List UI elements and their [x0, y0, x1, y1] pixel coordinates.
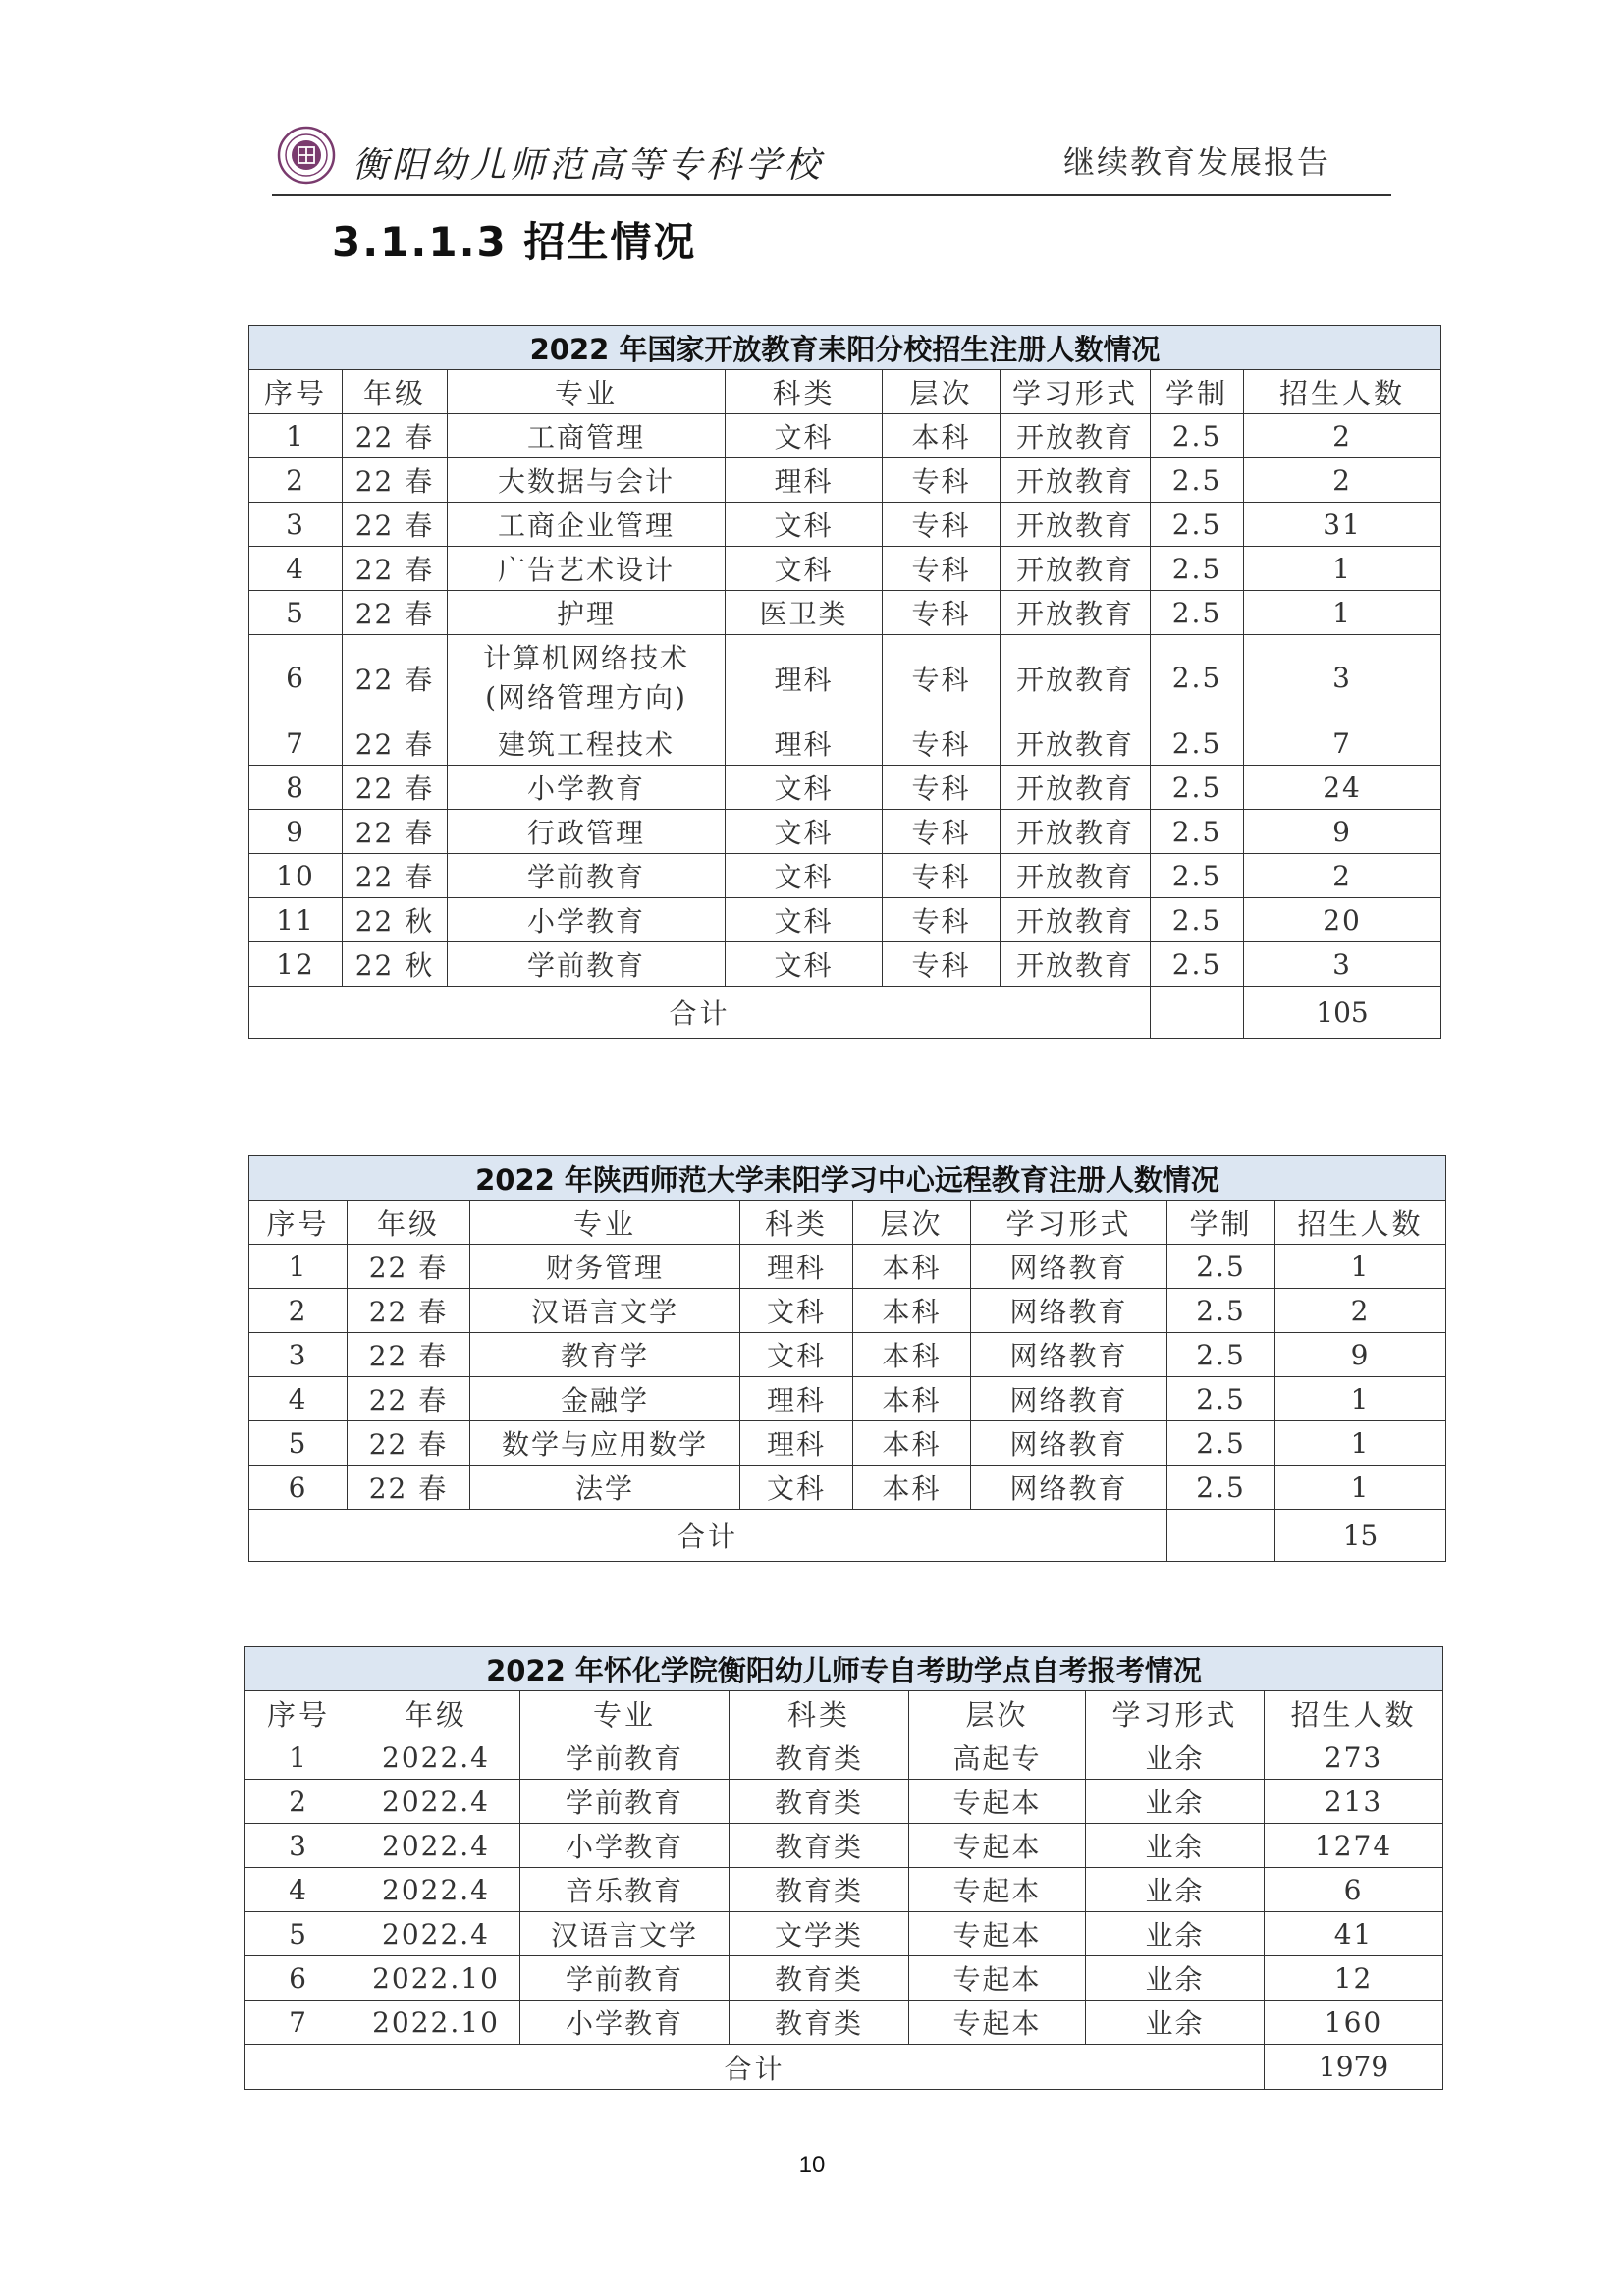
table-cell: 2: [1244, 458, 1441, 503]
table-cell: 6: [249, 635, 343, 721]
total-spacer: [1151, 987, 1244, 1039]
table-cell: 1: [1244, 547, 1441, 591]
column-header: 年级: [352, 1691, 520, 1735]
table-cell: 网络教育: [971, 1333, 1167, 1377]
table-cell: 2022.10: [352, 2001, 520, 2045]
table-cell: 22 春: [348, 1333, 470, 1377]
column-header: 科类: [730, 1691, 909, 1735]
table-cell: 专起本: [909, 2001, 1086, 2045]
table-cell: 2.5: [1151, 503, 1244, 547]
table-cell: 11: [249, 898, 343, 942]
table-cell: 理科: [740, 1421, 853, 1466]
table-cell: 2.5: [1167, 1245, 1275, 1289]
table-cell: 小学教育: [520, 1824, 730, 1868]
table-row: [249, 1377, 1446, 1421]
column-header: 招生人数: [1244, 370, 1441, 414]
table-cell: 2.5: [1151, 414, 1244, 458]
table-cell: 财务管理: [470, 1245, 740, 1289]
table-cell: 业余: [1086, 1735, 1265, 1780]
table-cell: 273: [1265, 1735, 1443, 1780]
column-header: 学制: [1167, 1201, 1275, 1245]
table-cell: 工商管理: [448, 414, 726, 458]
table-cell: 专科: [883, 766, 1001, 810]
table-cell: 31: [1244, 503, 1441, 547]
table-cell: 专起本: [909, 1868, 1086, 1912]
table-cell: 文科: [726, 854, 883, 898]
table-cell: 2.5: [1151, 898, 1244, 942]
table-cell: 9: [249, 810, 343, 854]
table-row: [245, 1868, 1443, 1912]
table-cell: 2: [249, 1289, 348, 1333]
table-cell: 2022.4: [352, 1780, 520, 1824]
table-cell: 小学教育: [448, 766, 726, 810]
table-cell: 2.5: [1151, 766, 1244, 810]
column-header: 学习形式: [971, 1201, 1167, 1245]
table-cell: 4: [249, 1377, 348, 1421]
table-cell: 教育类: [730, 2001, 909, 2045]
table-cell: 2022.4: [352, 1912, 520, 1956]
table-cell: 计算机网络技术 (网络管理方向): [448, 635, 726, 721]
table-cell: 2.5: [1151, 854, 1244, 898]
table-cell: 22 春: [348, 1466, 470, 1510]
table-cell: 5: [245, 1912, 352, 1956]
table-cell: 小学教育: [520, 2001, 730, 2045]
table-cell: 5: [249, 1421, 348, 1466]
table-cell: 本科: [853, 1245, 971, 1289]
column-header: 序号: [245, 1691, 352, 1735]
column-header: 年级: [348, 1201, 470, 1245]
table-row: [249, 414, 1441, 458]
table-cell: 7: [249, 721, 343, 766]
table-cell: 学前教育: [448, 942, 726, 987]
table-cell: 理科: [726, 458, 883, 503]
table-row: [245, 1780, 1443, 1824]
table-cell: 文科: [726, 810, 883, 854]
table-cell: 22 春: [343, 547, 448, 591]
report-title: 继续教育发展报告: [1062, 143, 1330, 181]
table-cell: 开放教育: [1001, 721, 1151, 766]
table-cell: 理科: [740, 1245, 853, 1289]
table-cell: 高起专: [909, 1735, 1086, 1780]
table-cell: 业余: [1086, 1824, 1265, 1868]
table-cell: 专起本: [909, 1824, 1086, 1868]
table-cell: 41: [1265, 1912, 1443, 1956]
table-cell: 1: [1275, 1466, 1446, 1510]
table-cell: 22 春: [343, 414, 448, 458]
column-header: 科类: [726, 370, 883, 414]
table-cell: 22 春: [343, 721, 448, 766]
column-header: 专业: [520, 1691, 730, 1735]
table-cell: 22 春: [343, 591, 448, 635]
table-cell: 开放教育: [1001, 810, 1151, 854]
table-cell: 开放教育: [1001, 635, 1151, 721]
table-cell: 2.5: [1167, 1333, 1275, 1377]
table-cell: 文科: [726, 898, 883, 942]
table-cell: 行政管理: [448, 810, 726, 854]
table-cell: 网络教育: [971, 1466, 1167, 1510]
total-value: 105: [1244, 987, 1441, 1039]
table-cell: 教育类: [730, 1735, 909, 1780]
table-row: [249, 458, 1441, 503]
table-cell: 22 秋: [343, 942, 448, 987]
table-row: [249, 1245, 1446, 1289]
table-cell: 理科: [726, 721, 883, 766]
table-cell: 学前教育: [448, 854, 726, 898]
table-cell: 24: [1244, 766, 1441, 810]
school-logo-icon: [277, 126, 336, 185]
table-row: [245, 1735, 1443, 1780]
table-cell: 金融学: [470, 1377, 740, 1421]
table-cell: 开放教育: [1001, 898, 1151, 942]
table-row: [249, 898, 1441, 942]
table-caption: 2022 年怀化学院衡阳幼儿师专自考助学点自考报考情况: [245, 1647, 1443, 1691]
table-cell: 小学教育: [448, 898, 726, 942]
table-cell: 专科: [883, 503, 1001, 547]
table-cell: 2.5: [1151, 547, 1244, 591]
table-row: [245, 1956, 1443, 2001]
table-cell: 专科: [883, 898, 1001, 942]
table-row: [245, 2001, 1443, 2045]
table-cell: 6: [249, 1466, 348, 1510]
table-cell: 2.5: [1167, 1289, 1275, 1333]
table-cell: 本科: [853, 1289, 971, 1333]
table-cell: 3: [1244, 635, 1441, 721]
page-header: [272, 116, 1391, 196]
table-cell: 专科: [883, 810, 1001, 854]
table-cell: 教育类: [730, 1824, 909, 1868]
table-cell: 3: [1244, 942, 1441, 987]
table-cell: 专科: [883, 854, 1001, 898]
table-cell: 文学类: [730, 1912, 909, 1956]
table-cell: 3: [249, 503, 343, 547]
column-header: 学习形式: [1086, 1691, 1265, 1735]
table-total-row: [249, 987, 1441, 1039]
table-row: [245, 1824, 1443, 1868]
table-cell: 1: [1275, 1377, 1446, 1421]
table-cell: 音乐教育: [520, 1868, 730, 1912]
table-cell: 3: [245, 1824, 352, 1868]
table-row: [249, 591, 1441, 635]
table-cell: 开放教育: [1001, 766, 1151, 810]
table-cell: 网络教育: [971, 1289, 1167, 1333]
table-cell: 4: [245, 1868, 352, 1912]
table-cell: 业余: [1086, 1868, 1265, 1912]
table-cell: 开放教育: [1001, 503, 1151, 547]
column-header: 年级: [343, 370, 448, 414]
enrollment-table-shaanxi-normal: [248, 1155, 1446, 1562]
table-cell: 2.5: [1151, 721, 1244, 766]
table-cell: 8: [249, 766, 343, 810]
column-header: 层次: [909, 1691, 1086, 1735]
table-cell: 1274: [1265, 1824, 1443, 1868]
table-cell: 本科: [853, 1377, 971, 1421]
table-cell: 9: [1275, 1333, 1446, 1377]
table-cell: 文科: [726, 547, 883, 591]
table-cell: 业余: [1086, 1956, 1265, 2001]
table-cell: 文科: [740, 1333, 853, 1377]
table-cell: 业余: [1086, 2001, 1265, 2045]
table-cell: 专科: [883, 721, 1001, 766]
table-cell: 开放教育: [1001, 458, 1151, 503]
table-caption: 2022 年陕西师范大学耒阳学习中心远程教育注册人数情况: [249, 1156, 1446, 1201]
column-header: 招生人数: [1275, 1201, 1446, 1245]
table-caption: 2022 年国家开放教育耒阳分校招生注册人数情况: [249, 326, 1441, 370]
table-cell: 开放教育: [1001, 854, 1151, 898]
table-cell: 22 春: [348, 1289, 470, 1333]
table-cell: 本科: [883, 414, 1001, 458]
table-cell: 22 春: [348, 1421, 470, 1466]
table-row: [249, 721, 1441, 766]
table-row: [249, 942, 1441, 987]
table-cell: 213: [1265, 1780, 1443, 1824]
table-cell: 本科: [853, 1421, 971, 1466]
table-cell: 22 春: [343, 810, 448, 854]
column-header: 专业: [470, 1201, 740, 1245]
table-cell: 9: [1244, 810, 1441, 854]
table-cell: 理科: [726, 635, 883, 721]
table-cell: 12: [1265, 1956, 1443, 2001]
table-cell: 专起本: [909, 1912, 1086, 1956]
table-row: [249, 1421, 1446, 1466]
table-cell: 文科: [726, 766, 883, 810]
table-cell: 专科: [883, 635, 1001, 721]
table-cell: 开放教育: [1001, 942, 1151, 987]
table-cell: 12: [249, 942, 343, 987]
table-cell: 教育类: [730, 1780, 909, 1824]
table-cell: 3: [249, 1333, 348, 1377]
table-cell: 专起本: [909, 1780, 1086, 1824]
table-cell: 教育类: [730, 1868, 909, 1912]
column-header: 层次: [853, 1201, 971, 1245]
table-cell: 文科: [726, 942, 883, 987]
table-cell: 广告艺术设计: [448, 547, 726, 591]
total-label: 合计: [245, 2045, 1265, 2090]
table-cell: 业余: [1086, 1780, 1265, 1824]
column-header: 学习形式: [1001, 370, 1151, 414]
table-cell: 汉语言文学: [470, 1289, 740, 1333]
total-spacer: [1167, 1510, 1275, 1562]
table-row: [249, 503, 1441, 547]
table-row: [249, 1333, 1446, 1377]
table-cell: 数学与应用数学: [470, 1421, 740, 1466]
table-cell: 开放教育: [1001, 591, 1151, 635]
table-cell: 医卫类: [726, 591, 883, 635]
table-row: [249, 854, 1441, 898]
table-cell: 22 春: [343, 503, 448, 547]
table-cell: 开放教育: [1001, 547, 1151, 591]
table-cell: 本科: [853, 1466, 971, 1510]
total-value: 1979: [1265, 2045, 1443, 2090]
column-header: 序号: [249, 1201, 348, 1245]
table-cell: 文科: [726, 414, 883, 458]
enrollment-table-open-education: [248, 325, 1441, 1039]
table-cell: 22 秋: [343, 898, 448, 942]
table-row: [249, 810, 1441, 854]
table-cell: 网络教育: [971, 1245, 1167, 1289]
table-cell: 网络教育: [971, 1421, 1167, 1466]
table-cell: 6: [1265, 1868, 1443, 1912]
table-cell: 1: [249, 1245, 348, 1289]
table-cell: 22 春: [343, 635, 448, 721]
table-cell: 1: [249, 414, 343, 458]
table-cell: 理科: [740, 1377, 853, 1421]
column-header: 专业: [448, 370, 726, 414]
table-cell: 1: [1275, 1245, 1446, 1289]
table-cell: 建筑工程技术: [448, 721, 726, 766]
table-cell: 2: [249, 458, 343, 503]
column-header: 科类: [740, 1201, 853, 1245]
table-cell: 2.5: [1151, 458, 1244, 503]
table-cell: 160: [1265, 2001, 1443, 2045]
table-cell: 22 春: [343, 854, 448, 898]
table-cell: 5: [249, 591, 343, 635]
table-cell: 2.5: [1167, 1466, 1275, 1510]
table-cell: 2: [1275, 1289, 1446, 1333]
table-cell: 大数据与会计: [448, 458, 726, 503]
enrollment-table-self-study-exam: [244, 1646, 1443, 2090]
table-row: [249, 1289, 1446, 1333]
table-cell: 汉语言文学: [520, 1912, 730, 1956]
table-cell: 网络教育: [971, 1377, 1167, 1421]
table-cell: 2022.4: [352, 1735, 520, 1780]
table-row: [249, 766, 1441, 810]
table-cell: 护理: [448, 591, 726, 635]
table-cell: 2.5: [1151, 635, 1244, 721]
table-cell: 22 春: [343, 458, 448, 503]
table-cell: 业余: [1086, 1912, 1265, 1956]
table-row: [249, 635, 1441, 721]
table-cell: 6: [245, 1956, 352, 2001]
column-header: 招生人数: [1265, 1691, 1443, 1735]
table-cell: 1: [245, 1735, 352, 1780]
table-cell: 10: [249, 854, 343, 898]
table-cell: 2: [245, 1780, 352, 1824]
table-cell: 2: [1244, 854, 1441, 898]
table-total-row: [249, 1510, 1446, 1562]
table-cell: 2.5: [1151, 810, 1244, 854]
table-cell: 22 春: [343, 766, 448, 810]
table-cell: 专科: [883, 942, 1001, 987]
table-cell: 文科: [740, 1289, 853, 1333]
total-value: 15: [1275, 1510, 1446, 1562]
page-number: 10: [798, 2152, 826, 2178]
table-cell: 开放教育: [1001, 414, 1151, 458]
table-cell: 7: [245, 2001, 352, 2045]
column-header: 序号: [249, 370, 343, 414]
table-cell: 学前教育: [520, 1956, 730, 2001]
table-cell: 2.5: [1167, 1377, 1275, 1421]
table-cell: 教育学: [470, 1333, 740, 1377]
table-cell: 专科: [883, 591, 1001, 635]
table-cell: 2.5: [1151, 591, 1244, 635]
table-cell: 文科: [726, 503, 883, 547]
total-label: 合计: [249, 987, 1151, 1039]
table-cell: 1: [1275, 1421, 1446, 1466]
column-header: 层次: [883, 370, 1001, 414]
table-cell: 2022.4: [352, 1824, 520, 1868]
total-label: 合计: [249, 1510, 1167, 1562]
table-cell: 法学: [470, 1466, 740, 1510]
table-cell: 专科: [883, 547, 1001, 591]
table-cell: 2.5: [1151, 942, 1244, 987]
table-cell: 本科: [853, 1333, 971, 1377]
table-cell: 4: [249, 547, 343, 591]
table-total-row: [245, 2045, 1443, 2090]
table-cell: 20: [1244, 898, 1441, 942]
table-row: [245, 1912, 1443, 1956]
table-cell: 2: [1244, 414, 1441, 458]
table-cell: 22 春: [348, 1245, 470, 1289]
table-row: [249, 1466, 1446, 1510]
table-cell: 2022.10: [352, 1956, 520, 2001]
table-cell: 文科: [740, 1466, 853, 1510]
table-cell: 专起本: [909, 1956, 1086, 2001]
table-cell: 工商企业管理: [448, 503, 726, 547]
table-cell: 学前教育: [520, 1735, 730, 1780]
table-row: [249, 547, 1441, 591]
section-heading: 3.1.1.3 招生情况: [332, 218, 697, 266]
school-name: 衡阳幼儿师范高等专科学校: [352, 145, 825, 186]
table-cell: 2.5: [1167, 1421, 1275, 1466]
table-cell: 22 春: [348, 1377, 470, 1421]
column-header: 学制: [1151, 370, 1244, 414]
table-cell: 学前教育: [520, 1780, 730, 1824]
table-cell: 7: [1244, 721, 1441, 766]
table-cell: 2022.4: [352, 1868, 520, 1912]
table-cell: 专科: [883, 458, 1001, 503]
table-cell: 1: [1244, 591, 1441, 635]
table-cell: 教育类: [730, 1956, 909, 2001]
